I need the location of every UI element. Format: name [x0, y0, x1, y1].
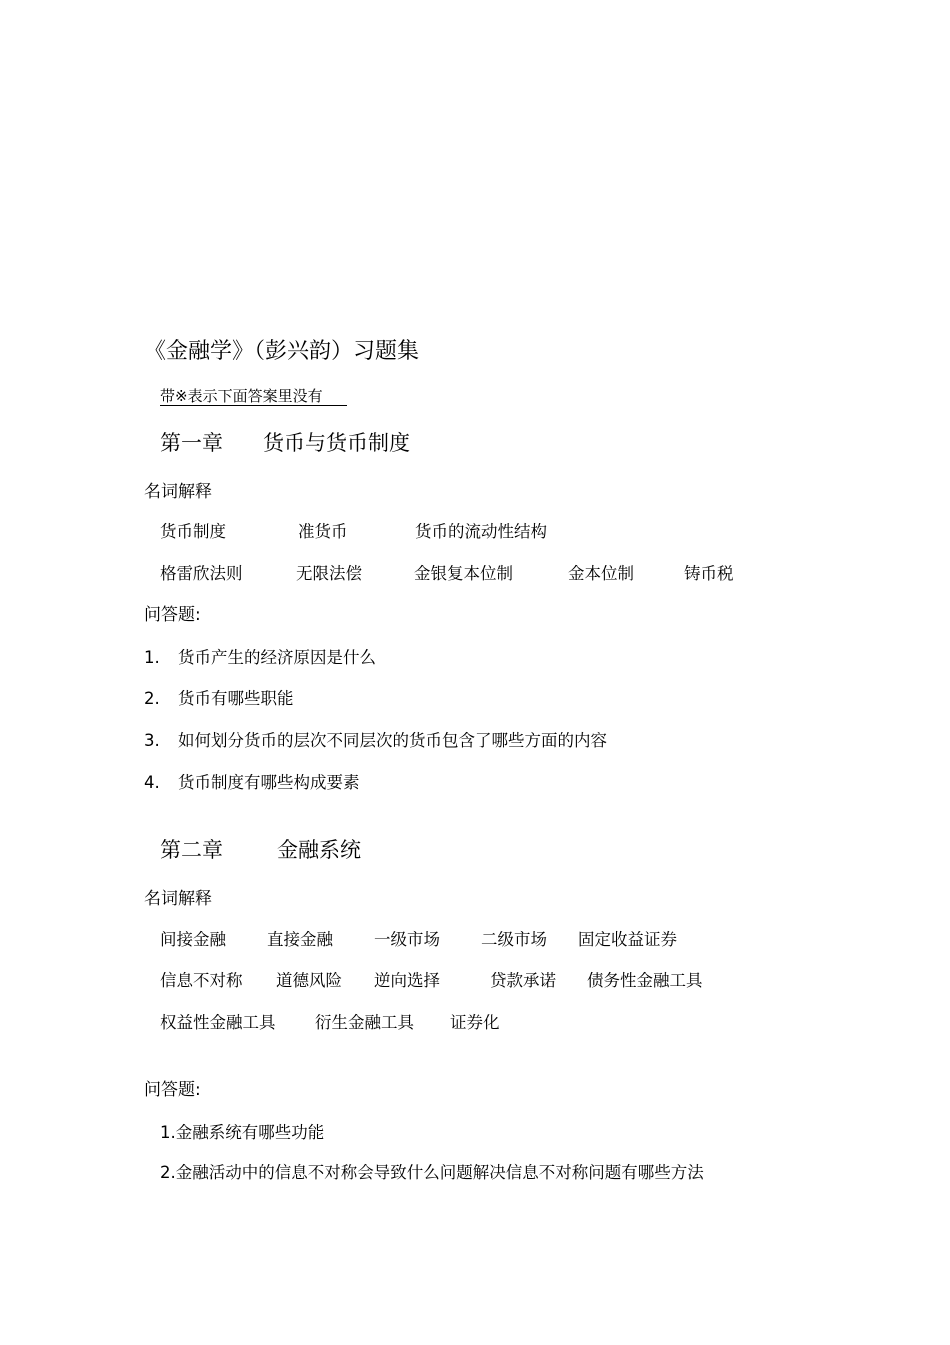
chapter1-term: 金本位制: [568, 564, 634, 583]
chapter1-question: [144, 685, 294, 709]
chapter2-term: 贷款承诺: [490, 971, 556, 990]
chapter1-question: [144, 644, 376, 668]
chapter2-term: 逆向选择: [374, 971, 440, 990]
chapter2-heading-title: 金融系统: [277, 838, 361, 862]
chapter2-term: 债务性金融工具: [587, 971, 703, 990]
question-text: 货币产生的经济原因是什么: [178, 648, 376, 667]
note-text: 带※表示下面答案里没有: [160, 387, 323, 405]
chapter2-terms-label: 名词解释: [144, 889, 212, 909]
question-number: 1.: [160, 1123, 176, 1142]
chapter2-term: 一级市场: [374, 930, 440, 949]
chapter2-term: 直接金融: [267, 930, 333, 949]
chapter2-term: 衍生金融工具: [315, 1013, 414, 1032]
chapter1-term: 货币的流动性结构: [415, 522, 547, 541]
document-title: 《金融学》（彭兴韵）习题集: [144, 339, 420, 364]
chapter2-heading-number: 第二章: [160, 838, 223, 862]
chapter2-term: 间接金融: [160, 930, 226, 949]
chapter1-term: 铸币税: [684, 564, 734, 583]
note-underline: [160, 405, 347, 406]
chapter2-term: 信息不对称: [160, 971, 243, 990]
chapter1-question: [144, 769, 360, 793]
question-text: 金融活动中的信息不对称会导致什么问题解决信息不对称问题有哪些方法: [175, 1163, 704, 1182]
question-text: 货币制度有哪些构成要素: [178, 773, 360, 792]
chapter2-term: 二级市场: [481, 930, 547, 949]
chapter1-questions-label: 问答题:: [144, 605, 201, 625]
chapter2-question: [160, 1159, 704, 1183]
chapter1-heading-number: 第一章: [160, 431, 223, 455]
chapter1-term: 准货币: [298, 522, 348, 541]
chapter1-term: 格雷欣法则: [160, 564, 243, 583]
question-text: 如何划分货币的层次不同层次的货币包含了哪些方面的内容: [178, 731, 607, 750]
question-number: 2.: [144, 689, 160, 708]
chapter1-terms-label: 名词解释: [144, 482, 212, 502]
chapter1-term: 货币制度: [160, 522, 226, 541]
chapter2-term: 道德风险: [276, 971, 342, 990]
question-text: 金融系统有哪些功能: [175, 1123, 325, 1142]
chapter1-heading-title: 货币与货币制度: [263, 431, 410, 455]
question-number: 2.: [160, 1163, 176, 1182]
chapter2-term: 固定收益证券: [578, 930, 677, 949]
chapter2-question: [160, 1119, 324, 1143]
question-number: 3.: [144, 731, 160, 750]
question-text: 货币有哪些职能: [178, 689, 294, 708]
chapter1-term: 金银复本位制: [414, 564, 513, 583]
chapter2-term: 证券化: [450, 1013, 500, 1032]
chapter1-term: 无限法偿: [296, 564, 362, 583]
chapter1-question: [144, 727, 607, 751]
question-number: 4.: [144, 773, 160, 792]
chapter2-term: 权益性金融工具: [160, 1013, 276, 1032]
question-number: 1.: [144, 648, 160, 667]
chapter2-questions-label: 问答题:: [144, 1080, 201, 1100]
